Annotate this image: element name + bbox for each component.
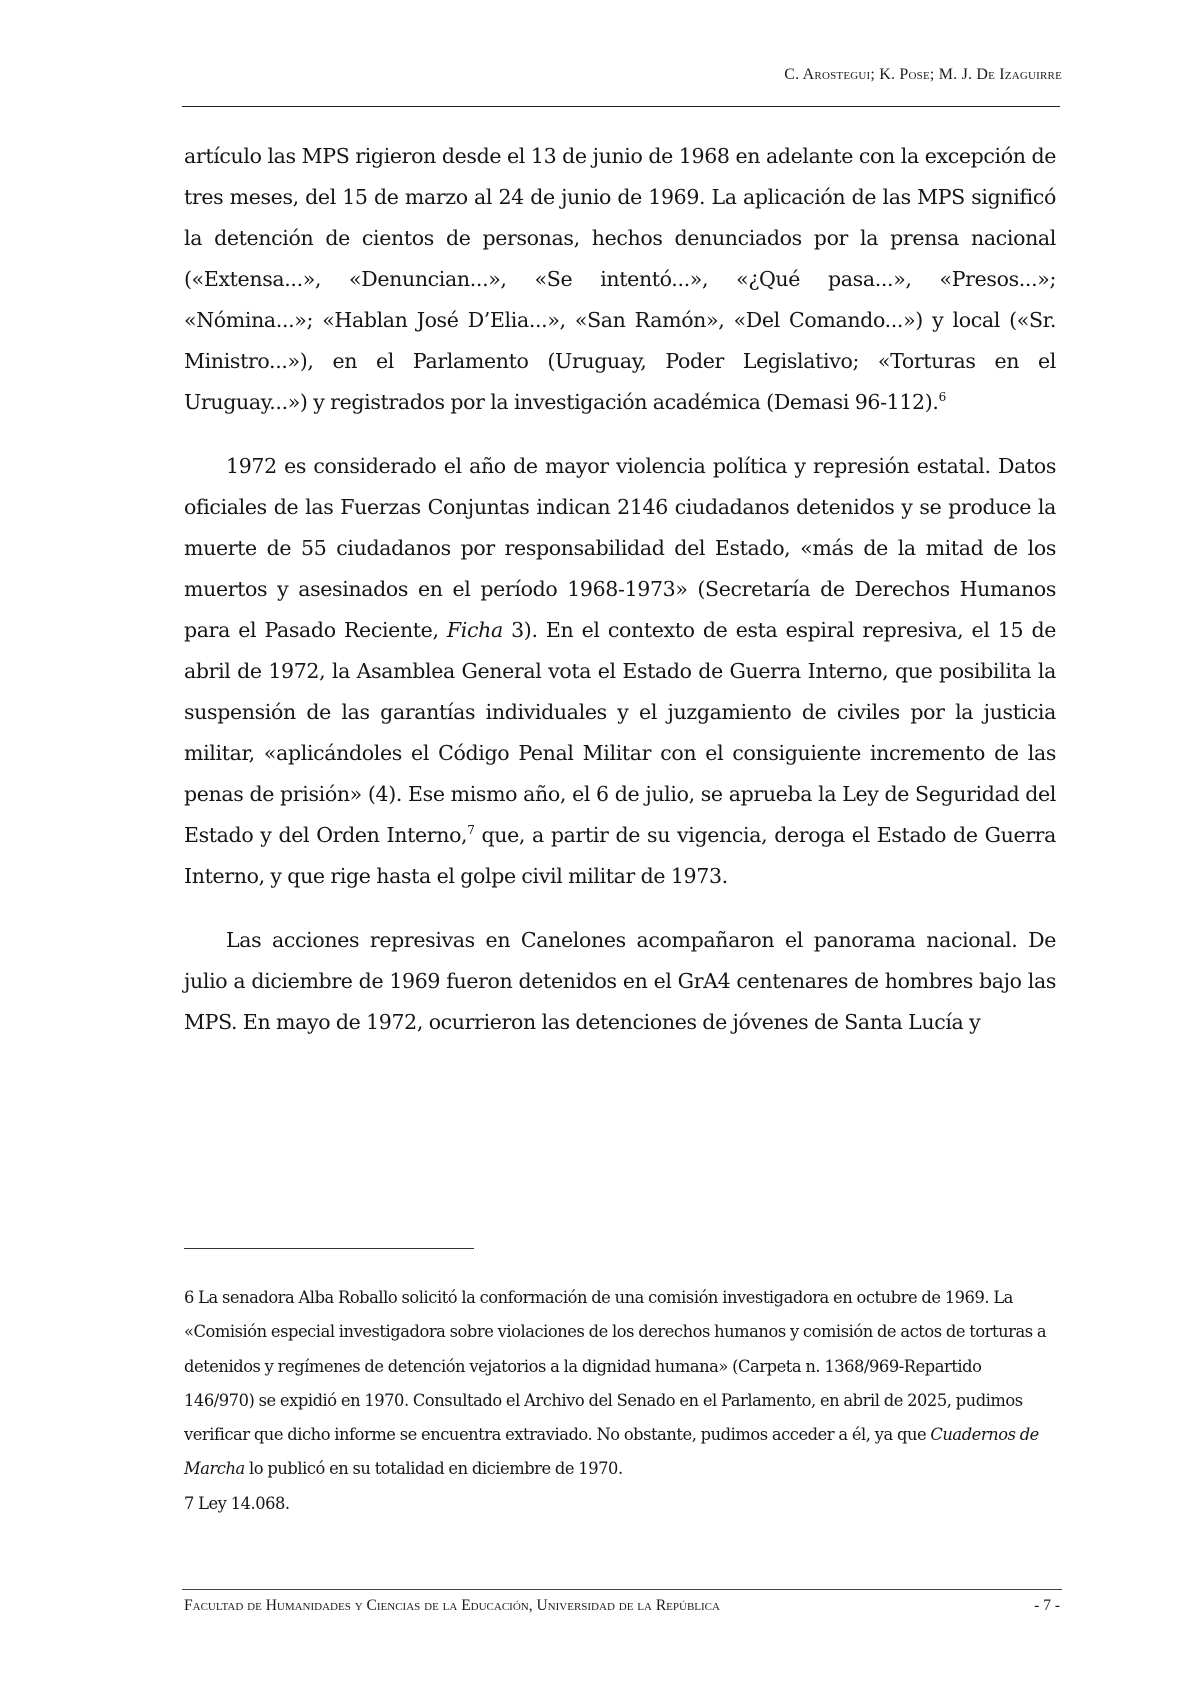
paragraph-1-text: artículo las MPS rigieron desde el 13 de junio de 1968 en adelante con la excepción de tres meses, del 15 de marzo al 24 de junio de 1969. La aplicación de las MPS significó la detención de cientos de personas, hechos denunciados por la prensa nacional («Extensa...», «Denuncian...», «Se intentó...», «¿Qué pasa...», «Presos...»; «Nómina...»; «Hablan José D’Elia...», «San Ramón», «Del Comando...») y local («Sr. Ministro...»), en el Parlamento (Uruguay, Poder Legislativo; «Torturas en el Uruguay...») y registrados por la investigación académica (Demasi 96-112). [184,144,1056,414]
paragraph-3 [184,920,1056,1043]
main-text [184,136,1056,1043]
footnote-6 [184,1281,1054,1487]
footer-institution: Facultad de Humanidades y Ciencias de la Educación, Universidad de la República [184,1597,720,1614]
paragraph-1 [184,136,1056,423]
footnotes [184,1281,1054,1521]
paragraph-3-text: Las acciones represivas en Canelones acompañaron el panorama nacional. De julio a diciembre de 1969 fueron detenidos en el GrA4 centenares de hombres bajo las MPS. En mayo de 1972, ocurrieron las detenciones de jóvenes de Santa Lucía y [184,928,1056,1034]
page-number: - 7 - [1034,1597,1060,1614]
running-head: C. Arostegui; K. Pose; M. J. De Izaguirre [784,66,1062,83]
paragraph-2-text-a: 1972 es considerado el año de mayor violencia política y represión estatal. Datos oficiales de las Fuerzas Conjuntas indican 2146 ciudadanos detenidos y se produce la muerte de 55 ciudadanos por responsabilidad del Estado, «más de la mitad de los muertos y asesinados en el período 1968-1973» (Secretaría de Derechos Humanos para el Pasado Reciente, [184,454,1056,642]
paragraph-2 [184,446,1056,897]
footnote-ref-6[interactable]: 6 [938,390,946,404]
paragraph-2-text-c: que, a partir de su vigencia, deroga el Estado de Guerra Interno, y que rige hasta el golpe civil militar de 1973. [184,823,1057,888]
page-footer [184,1597,1060,1615]
paragraph-2-text-b: 3). En el contexto de esta espiral represiva, el 15 de abril de 1972, la Asamblea General vota el Estado de Guerra Interno, que posibilita la suspensión de las garantías individuales y el juzgamiento de civiles por la justicia militar, «aplicándoles el Código Penal Militar con el consiguiente incremento de las penas de prisión» (4). Ese mismo año, el 6 de julio, se aprueba la Ley de Seguridad del Estado y del Orden Interno, [184,618,1056,847]
footnote-7: 7 Ley 14.068. [184,1493,290,1513]
paragraph-2-italic: Ficha [446,618,503,642]
footnote-6-text-b: lo publicó en su totalidad en diciembre de 1970. [244,1459,623,1479]
footnote-ref-7[interactable]: 7 [467,823,475,837]
footnote-6-text-a: 6 La senadora Alba Roballo solicitó la conformación de una comisión investigadora en octubre de 1969. La «Comisión especial investigadora sobre violaciones de los derechos humanos y comisión de actos de torturas a detenidos y regímenes de detención vejatorios a la dignidad humana» (Carpeta n. 1368/969-Repartido 146/970) se expidió en 1970. Consultado el Archivo del Senado en el Parlamento, en abril de 2025, pudimos verificar que dicho informe se encuentra extraviado. No obstante, pudimos acceder a él, ya que [184,1288,1047,1445]
footer-divider [182,1589,1062,1590]
header-divider [182,106,1060,107]
footnote-6-italic: Cuadernos de Marcha [184,1425,1039,1479]
footnote-divider [184,1248,474,1249]
